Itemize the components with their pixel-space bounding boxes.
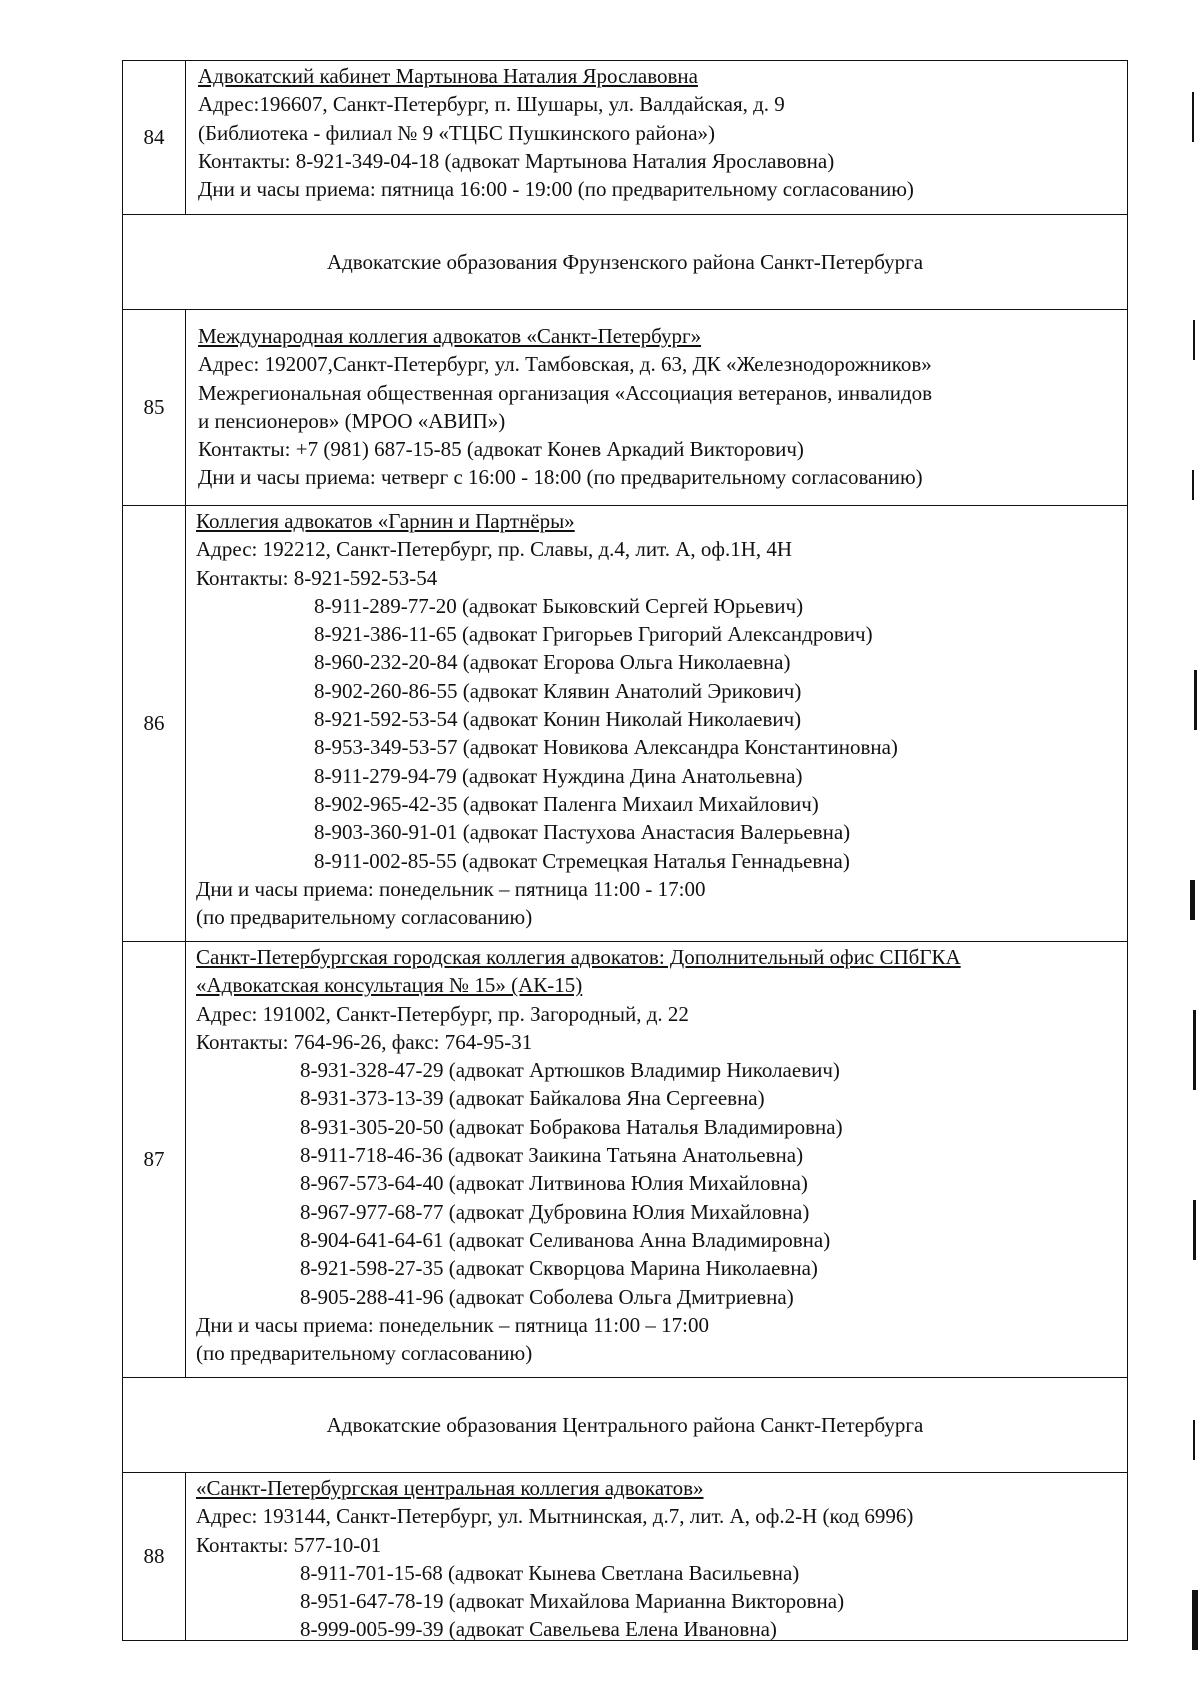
- phone-entry: 8-911-701-15-68 (адвокат Кынева Светлана Васильевна): [300, 1560, 800, 1585]
- phone-entry: 8-911-289-77-20 (адвокат Быковский Сергей Юрьевич): [314, 593, 804, 618]
- section-header-central: Адвокатские образования Центрального района Санкт-Петербурга: [123, 1378, 1127, 1473]
- section-header-frunzensky: Адвокатские образования Фрунзенского района Санкт-Петербурга: [123, 215, 1127, 310]
- phone-entry: 8-911-718-46-36 (адвокат Заикина Татьяна Анатольевна): [300, 1143, 804, 1168]
- phone-entry: 8-931-373-13-39 (адвокат Байкалова Яна Сергеевна): [300, 1086, 765, 1111]
- org-title: Коллегия адвокатов «Гарнин и Партнёры»: [196, 509, 575, 533]
- hours-line: Дни и часы приема: четверг с 16:00 - 18:00 (по предварительному согласованию): [198, 465, 923, 490]
- scan-edge-marks: [1160, 0, 1200, 1697]
- hours-note: (по предварительному согласованию): [196, 1341, 533, 1366]
- contacts-line: Контакты: 577-10-01: [196, 1532, 382, 1557]
- table-row: [123, 942, 1127, 1378]
- address-line: Адрес: 191002, Санкт-Петербург, пр. Загородный, д. 22: [196, 1001, 689, 1026]
- table-row: [123, 310, 1127, 506]
- row-number: 85: [123, 310, 186, 505]
- address-line: Адрес: 192007,Санкт-Петербург, ул. Тамбовская, д. 63, ДК «Железнодорожников»: [198, 352, 932, 377]
- hours-line: Дни и часы приема: пятница 16:00 - 19:00 (по предварительному согласованию): [198, 177, 914, 202]
- row-content: [186, 1473, 1127, 1640]
- contacts-line: Контакты: 8-921-349-04-18 (адвокат Мартынова Наталия Ярославовна): [198, 148, 835, 173]
- scan-mark: [1194, 670, 1197, 730]
- scan-mark: [1193, 1420, 1195, 1460]
- row-number: 88: [123, 1473, 186, 1640]
- phone-entry: 8-999-005-99-39 (адвокат Савельева Елена Ивановна): [300, 1617, 777, 1642]
- contacts-line: Контакты: 8-921-592-53-54: [196, 565, 438, 590]
- phone-entry: 8-960-232-20-84 (адвокат Егорова Ольга Николаевна): [314, 650, 791, 675]
- hours-line: Дни и часы приема: понедельник – пятница 11:00 – 17:00: [196, 1312, 709, 1337]
- row-number: 87: [123, 942, 186, 1377]
- org-title: Адвокатский кабинет Мартынова Наталия Ярославовна: [198, 64, 698, 88]
- contacts-line: Контакты: +7 (981) 687-15-85 (адвокат Конев Аркадий Викторович): [198, 437, 804, 462]
- row-content: [186, 61, 1127, 214]
- table-row: [123, 506, 1127, 942]
- phone-entry: 8-911-279-94-79 (адвокат Нуждина Дина Анатольевна): [314, 763, 803, 788]
- org-description: Межрегиональная общественная организация «Ассоциация ветеранов, инвалидов: [198, 380, 933, 405]
- phone-entry: 8-903-360-91-01 (адвокат Пастухова Анастасия Валерьевна): [314, 820, 851, 845]
- phone-entry: 8-902-965-42-35 (адвокат Паленга Михаил Михайлович): [314, 791, 819, 816]
- phone-list: [196, 1559, 1119, 1644]
- contacts-line: Контакты: 764-96-26, факс: 764-95-31: [196, 1029, 533, 1054]
- phone-entry: 8-921-598-27-35 (адвокат Скворцова Марина Николаевна): [300, 1256, 818, 1281]
- phone-entry: 8-967-977-68-77 (адвокат Дубровина Юлия Михайловна): [300, 1199, 810, 1224]
- phone-list: [196, 1056, 1119, 1311]
- address-line: Адрес: 192212, Санкт-Петербург, пр. Славы, д.4, лит. А, оф.1Н, 4Н: [196, 537, 793, 562]
- phone-entry: 8-905-288-41-96 (адвокат Соболева Ольга Дмитриевна): [300, 1284, 794, 1309]
- org-title: Международная коллегия адвокатов «Санкт-Петербург»: [198, 324, 702, 348]
- phone-entry: 8-967-573-64-40 (адвокат Литвинова Юлия Михайловна): [300, 1171, 808, 1196]
- row-content: [186, 942, 1127, 1377]
- org-subtitle: «Адвокатская консультация № 15» (АК-15): [196, 973, 583, 998]
- scan-mark: [1192, 92, 1194, 142]
- scan-mark: [1192, 1590, 1198, 1650]
- scan-mark: [1192, 470, 1194, 500]
- org-description-cont: и пенсионеров» (МРОО «АВИП»): [198, 408, 506, 433]
- phone-entry: 8-921-592-53-54 (адвокат Конин Николай Николаевич): [314, 707, 802, 732]
- scan-mark: [1193, 1200, 1196, 1260]
- phone-list: [196, 592, 1119, 875]
- phone-entry: 8-921-386-11-65 (адвокат Григорьев Григорий Александрович): [314, 622, 873, 647]
- org-title: Санкт-Петербургская городская коллегия адвокатов: Дополнительный офис СПбГКА: [196, 945, 961, 969]
- address-line: Адрес:196607, Санкт-Петербург, п. Шушары, ул. Валдайская, д. 9: [198, 92, 785, 117]
- phone-entry: 8-953-349-53-57 (адвокат Новикова Александра Константиновна): [314, 735, 898, 760]
- phone-entry: 8-911-002-85-55 (адвокат Стремецкая Наталья Геннадьевна): [314, 848, 850, 873]
- row-number: 86: [123, 506, 186, 941]
- address-detail: (Библиотека - филиал № 9 «ТЦБС Пушкинского района»): [198, 120, 716, 145]
- scan-mark: [1193, 320, 1195, 360]
- org-title: «Санкт-Петербургская центральная коллегия адвокатов»: [196, 1476, 704, 1500]
- phone-entry: 8-931-328-47-29 (адвокат Артюшков Владимир Николаевич): [300, 1058, 840, 1083]
- phone-entry: 8-904-641-64-61 (адвокат Селиванова Анна Владимировна): [300, 1227, 831, 1252]
- table-row: [123, 61, 1127, 215]
- row-content: [186, 506, 1127, 941]
- address-line: Адрес: 193144, Санкт-Петербург, ул. Мытнинская, д.7, лит. А, оф.2-Н (код 6996): [196, 1504, 914, 1529]
- phone-entry: 8-902-260-86-55 (адвокат Клявин Анатолий Эрикович): [314, 678, 802, 703]
- hours-note: (по предварительному согласованию): [196, 905, 533, 930]
- lawyers-table: [122, 60, 1128, 1641]
- phone-entry: 8-951-647-78-19 (адвокат Михайлова Марианна Викторовна): [300, 1589, 845, 1614]
- scan-mark: [1190, 880, 1195, 920]
- hours-line: Дни и часы приема: понедельник – пятница 11:00 - 17:00: [196, 876, 706, 901]
- scan-mark: [1193, 1010, 1196, 1090]
- row-number: 84: [123, 61, 186, 214]
- phone-entry: 8-931-305-20-50 (адвокат Бобракова Наталья Владимировна): [300, 1114, 843, 1139]
- row-content: [186, 310, 1127, 505]
- table-row: [123, 1473, 1127, 1640]
